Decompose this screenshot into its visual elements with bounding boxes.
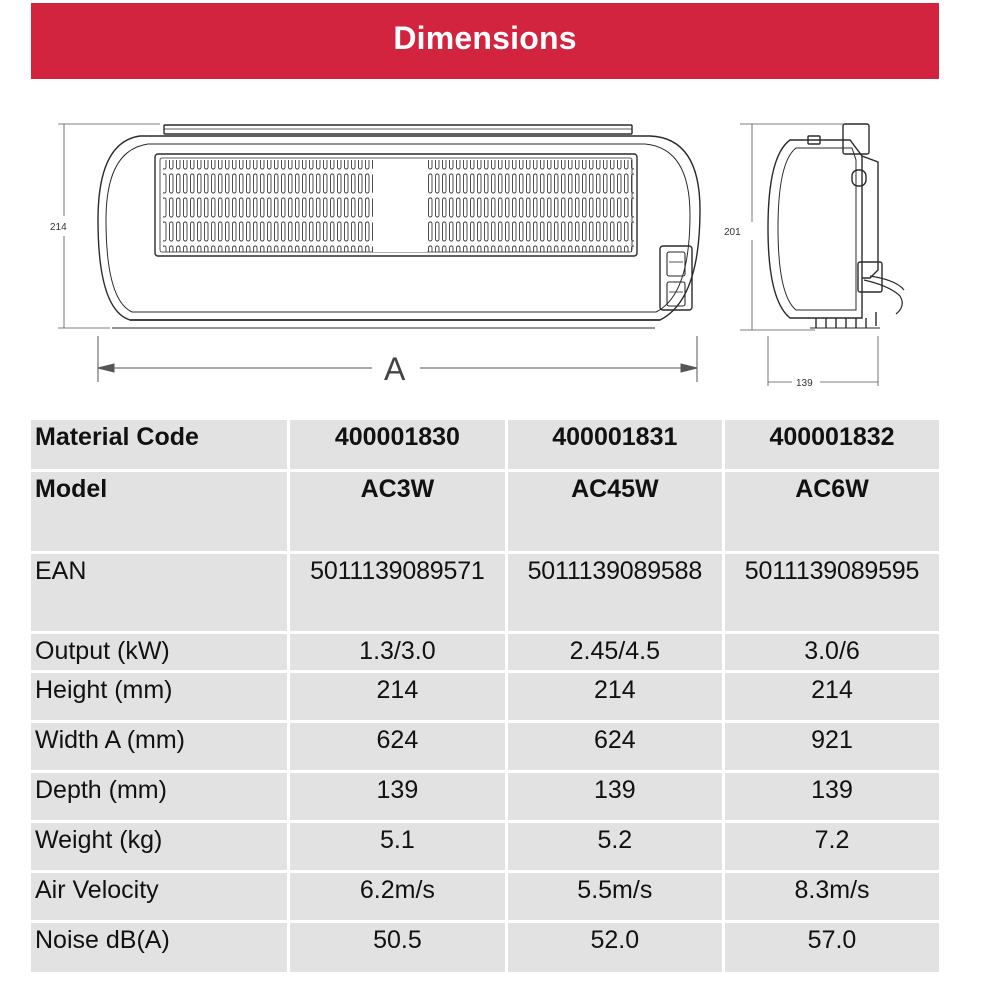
table-row-material-code [31,420,939,470]
table-row-weight [31,821,939,871]
specs-table [31,420,939,975]
row-label: Weight (kg) [31,821,289,871]
table-row-output [31,632,939,671]
table-cell: 57.0 [724,921,939,973]
row-label: Depth (mm) [31,771,289,821]
table-cell: 1.3/3.0 [289,632,506,671]
table-cell: AC45W [506,470,723,552]
table-cell: 3.0/6 [724,632,939,671]
table-row-air-velocity [31,871,939,921]
table-cell: 139 [506,771,723,821]
row-label: Width A (mm) [31,721,289,771]
table-cell: 214 [724,671,939,721]
table-cell: 214 [506,671,723,721]
side-view [768,124,904,328]
table-cell: 139 [289,771,506,821]
dimensions-banner [31,3,939,79]
banner-title: Dimensions [393,19,577,56]
table-cell: 7.2 [724,821,939,871]
side-height-dimension [740,124,845,330]
table-cell: 6.2m/s [289,871,506,921]
table-cell: 400001832 [724,420,939,470]
row-label: Noise dB(A) [31,921,289,973]
row-label: EAN [31,552,289,632]
table-row-depth [31,771,939,821]
row-label: Air Velocity [31,871,289,921]
side-depth-label: 139 [796,378,813,389]
row-label: Model [31,470,289,552]
table-cell: 8.3m/s [724,871,939,921]
dimension-drawing [0,100,1000,400]
width-label: A [384,351,406,387]
table-cell: 400001831 [506,420,723,470]
table-cell: 5.1 [289,821,506,871]
table-row-ean [31,552,939,632]
table-row-model [31,470,939,552]
table-cell: 50.5 [289,921,506,973]
table-cell: 921 [724,721,939,771]
table-cell: 139 [724,771,939,821]
table-row-noise [31,921,939,973]
table-cell: 5011139089571 [289,552,506,632]
table-cell: AC6W [724,470,939,552]
table-cell: 5.2 [506,821,723,871]
table-cell: AC3W [289,470,506,552]
row-label: Height (mm) [31,671,289,721]
row-label: Output (kW) [31,632,289,671]
side-depth-dimension [768,336,878,386]
table-cell: 400001830 [289,420,506,470]
table-cell: 214 [289,671,506,721]
front-height-label: 214 [50,222,67,233]
table-cell: 2.45/4.5 [506,632,723,671]
table-row-width [31,721,939,771]
row-label: Material Code [31,420,289,470]
table-cell: 5011139089588 [506,552,723,632]
table-cell: 5.5m/s [506,871,723,921]
table-cell: 624 [289,721,506,771]
front-view [98,125,700,328]
table-cell: 52.0 [506,921,723,973]
table-cell: 5011139089595 [724,552,939,632]
side-height-label: 201 [724,227,741,238]
table-cell: 624 [506,721,723,771]
table-row-height [31,671,939,721]
